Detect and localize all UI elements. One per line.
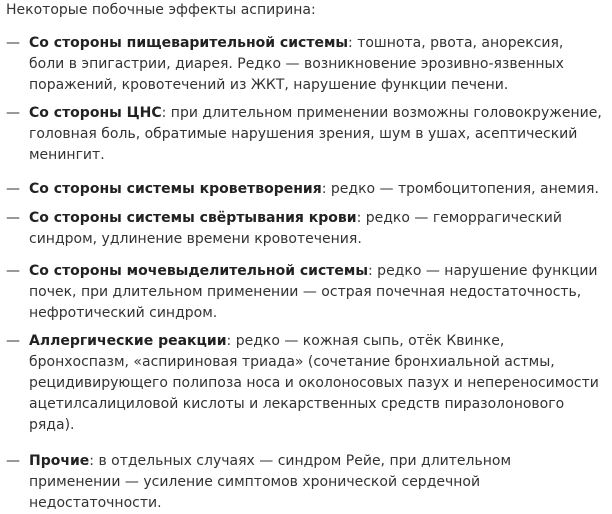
dash-marker: — [6, 453, 20, 469]
item-description: : редко — нарушение функции почек, при длительном применении — острая почечная недостаточность, нефротический синдром. [29, 263, 598, 321]
item-description: : редко — геморрагический синдром, удлинение времени кровотечения. [29, 210, 562, 247]
dash-marker: — [6, 210, 20, 226]
list-item-text [29, 208, 602, 250]
item-heading: Со стороны системы свёртывания крови [29, 210, 357, 226]
list-item-urinary [6, 261, 602, 324]
dash-marker: — [6, 181, 20, 197]
list-item-text [29, 451, 602, 514]
dash-marker: — [6, 263, 20, 279]
list-item-digestive [6, 33, 602, 96]
list-item-other [6, 451, 602, 514]
item-description: : тошнота, рвота, анорексия, боли в эпигастрии, диарея. Редко — возникновение эрозивно-язвенных поражений, кровотечений из ЖКТ, нарушение функции печени. [29, 35, 564, 93]
list-item-text [29, 33, 602, 96]
intro-text: Некоторые побочные эффекты аспирина: [6, 2, 316, 18]
list-item-text [29, 103, 602, 166]
list-item-text [29, 261, 602, 324]
item-description: : в отдельных случаях — синдром Рейе, при длительном применении — усиление симптомов хронической сердечной недостаточности. [29, 453, 512, 511]
item-heading: Со стороны пищеварительной системы [29, 35, 349, 51]
list-item-coagulation [6, 208, 602, 250]
list-item-hematopoiesis [6, 179, 602, 200]
list-item-text [29, 331, 602, 436]
item-heading: Прочие [29, 453, 90, 469]
item-description: : при длительном применении возможны головокружение, головная боль, обратимые нарушения зрения, шум в ушах, асептический менингит. [29, 105, 602, 163]
list-item-allergic [6, 331, 602, 436]
item-description: : редко — кожная сыпь, отёк Квинке, бронхоспазм, «аспириновая триада» (сочетание бронхиальной астмы, рецидивирующего полипоза носа и околоносовых пазух и непереносимости ацетилсалициловой кислоты и лекарственных средств пиразолонового ряда). [29, 333, 599, 433]
dash-marker: — [6, 105, 20, 121]
list-item-cns [6, 103, 602, 166]
item-heading: Со стороны мочевыделительной системы [29, 263, 369, 279]
item-description: : редко — тромбоцитопения, анемия. [321, 181, 599, 197]
item-heading: Со стороны ЦНС [29, 105, 162, 121]
list-item-text [29, 179, 602, 200]
dash-marker: — [6, 35, 20, 51]
item-heading: Со стороны системы кроветворения [29, 181, 322, 197]
dash-marker: — [6, 333, 20, 349]
item-heading: Аллергические реакции [29, 333, 227, 349]
